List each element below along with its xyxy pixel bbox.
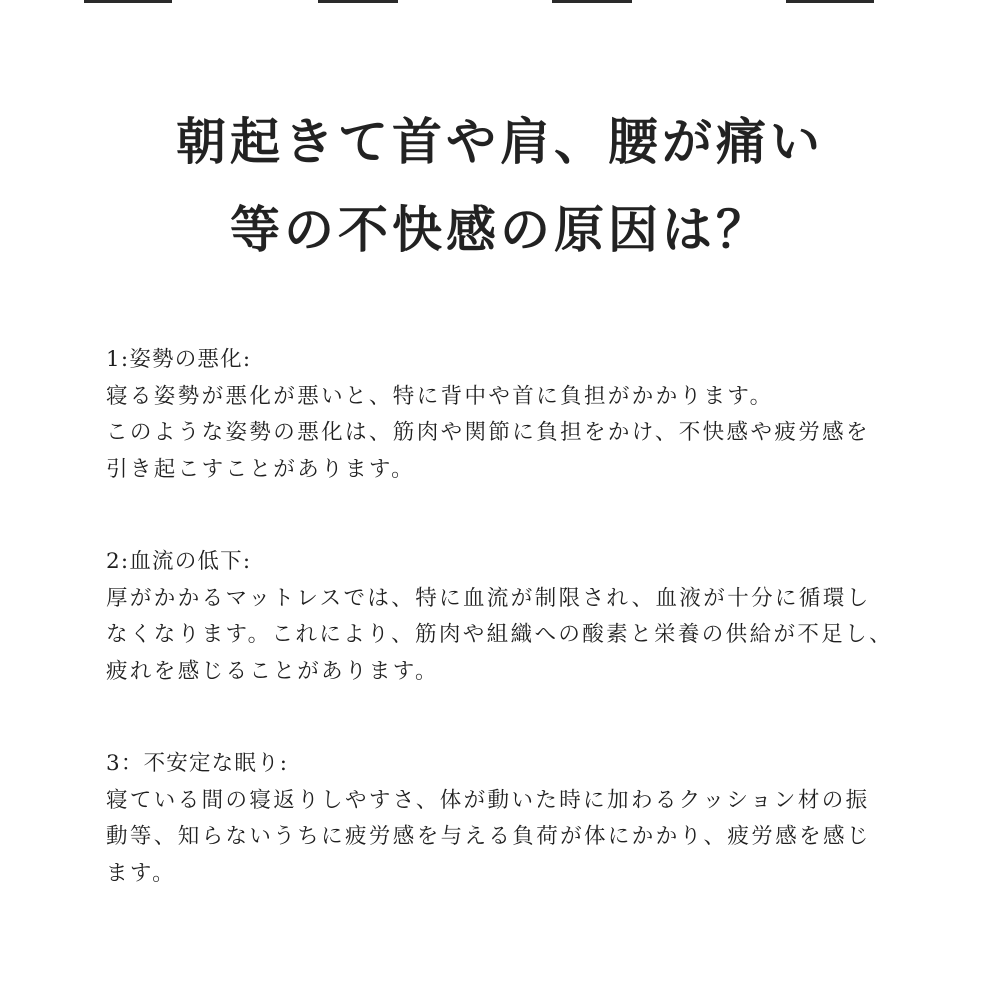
section-heading: 3：不安定な眠り: xyxy=(106,751,289,776)
section-text-line: このような姿勢の悪化は、筋肉や関節に負担をかけ、不快感や疲労感を xyxy=(106,420,870,445)
section-text-line: 引き起こすことがあります。 xyxy=(106,456,415,482)
section-text-line: 疲れを感じることがあります。 xyxy=(106,658,439,684)
section-unstable-sleep xyxy=(106,746,926,892)
title-line-1: 朝起きて首や肩、腰が痛い xyxy=(176,112,824,171)
section-text-line: 厚がかかるマットレスでは、特に血流が制限され、血液が十分に循環し xyxy=(106,585,871,611)
top-edge-segment xyxy=(318,0,398,3)
top-edge-strip xyxy=(0,0,1000,4)
page-title xyxy=(0,98,1000,274)
section-text-line: 寝る姿勢が悪化が悪いと、特に背中や首に負担がかかります。 xyxy=(106,383,774,409)
section-heading: 1:姿勢の悪化: xyxy=(106,347,252,372)
title-line-2: 等の不快感の原因は？ xyxy=(230,200,770,259)
section-posture xyxy=(106,342,926,488)
section-heading: 2:血流の低下: xyxy=(106,549,252,574)
top-edge-segment xyxy=(552,0,632,3)
section-text-line: ます。 xyxy=(106,860,176,886)
section-text-line: 寝ている間の寝返りしやすさ、体が動いた時に加わるクッション材の振 xyxy=(106,787,870,813)
section-text-line: 動等、知らないうちに疲労感を与える負荷が体にかかり、疲労感を感じ xyxy=(106,824,871,849)
top-edge-segment xyxy=(786,0,874,3)
top-edge-segment xyxy=(84,0,172,3)
section-text-line: なくなります。これにより、筋肉や組織への酸素と栄養の供給が不足し、 xyxy=(106,622,893,647)
content-body xyxy=(106,342,926,948)
section-blood-flow xyxy=(106,544,926,690)
